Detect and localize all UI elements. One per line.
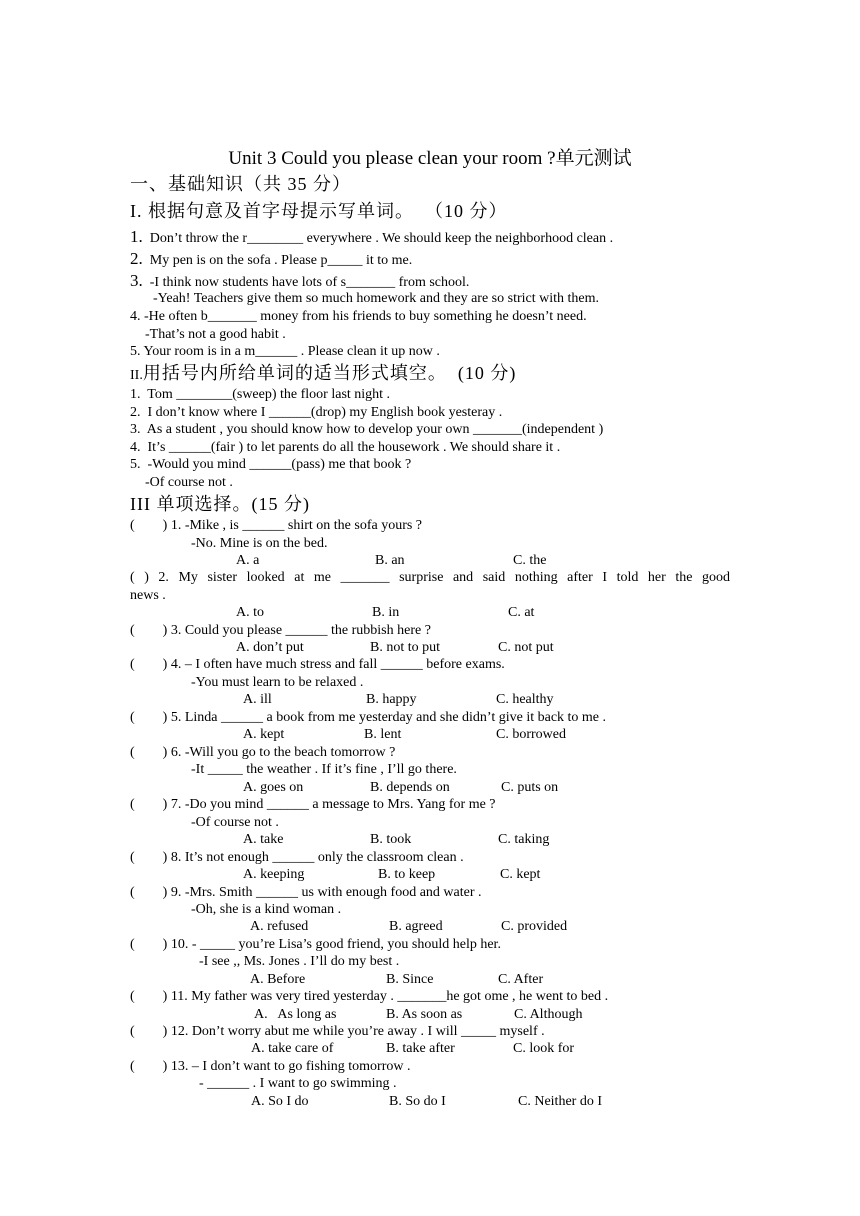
mc-9-option-c: C. provided: [501, 919, 568, 934]
section-ii-heading: [130, 362, 516, 387]
mc-question-13: ( ) 13. – I don’t want to go fishing tomorrow .: [130, 1059, 411, 1074]
fill-item-4: 4. It’s ______(fair ) to let parents do all the housework . We should share it .: [130, 440, 561, 455]
mc-question-2-cont: news .: [130, 588, 166, 603]
question-number: 3.: [130, 271, 143, 290]
mc-question-6: ( ) 6. -Will you go to the beach tomorrow ?: [130, 745, 396, 760]
mc-11-option-b: B. As soon as: [386, 1007, 463, 1022]
mc-question-9: ( ) 9. -Mrs. Smith ______ us with enough food and water .: [130, 885, 482, 900]
mc-10-option-a: A. Before: [250, 972, 306, 987]
mc-question-1: ( ) 1. -Mike , is ______ shirt on the sofa yours ?: [130, 518, 423, 533]
mc-4-option-a: A. ill: [243, 692, 272, 707]
mc-question-10-line2: -I see ,, Ms. Jones . I’ll do my best .: [199, 954, 400, 969]
page-title: Unit 3 Could you please clean your room ?单元测试: [228, 148, 632, 169]
section-iii-heading: III 单项选择。(15 分): [130, 494, 310, 514]
question-2: [130, 250, 412, 269]
mc-4-option-b: B. happy: [366, 692, 417, 707]
mc-10-option-b: B. Since: [386, 972, 434, 987]
mc-12-option-a: A. take care of: [251, 1041, 334, 1056]
mc-question-6-line2: -It _____ the weather . If it’s fine , I’ll go there.: [191, 762, 457, 777]
question-3-reply: -Yeah! Teachers give them so much homework and they are so strict with them.: [153, 291, 600, 306]
mc-11-option-a: A. As long as: [254, 1007, 337, 1022]
mc-12-option-b: B. take after: [386, 1041, 455, 1056]
fill-item-2: 2. I don’t know where I ______(drop) my English book yesteray .: [130, 405, 503, 420]
fill-item-5: 5. -Would you mind ______(pass) me that book ?: [130, 457, 412, 472]
question-4: 4. -He often b_______ money from his friends to buy something he doesn’t need.: [130, 309, 587, 324]
mc-4-option-c: C. healthy: [496, 692, 554, 707]
mc-question-12: ( ) 12. Don’t worry abut me while you’re away . I will _____ myself .: [130, 1024, 545, 1039]
question-1: [130, 228, 613, 247]
mc-5-option-b: B. lent: [364, 727, 402, 742]
mc-7-option-c: C. taking: [498, 832, 550, 847]
mc-question-1-line2: -No. Mine is on the bed.: [191, 536, 328, 551]
mc-7-option-a: A. take: [243, 832, 284, 847]
mc-6-option-b: B. depends on: [370, 780, 450, 795]
mc-question-10: ( ) 10. - _____ you’re Lisa’s good friend, you should help her.: [130, 937, 501, 952]
fill-item-3: 3. As a student , you should know how to develop your own _______(independent ): [130, 422, 604, 437]
mc-13-option-a: A. So I do: [251, 1094, 309, 1109]
mc-12-option-c: C. look for: [513, 1041, 575, 1056]
mc-8-option-a: A. keeping: [243, 867, 305, 882]
mc-8-option-c: C. kept: [500, 867, 541, 882]
mc-9-option-a: A. refused: [250, 919, 309, 934]
mc-8-option-b: B. to keep: [378, 867, 436, 882]
mc-6-option-c: C. puts on: [501, 780, 559, 795]
mc-question-7: ( ) 7. -Do you mind ______ a message to Mrs. Yang for me ?: [130, 797, 496, 812]
mc-10-option-c: C. After: [498, 972, 544, 987]
mc-3-option-b: B. not to put: [370, 640, 441, 655]
mc-question-13-line2: - ______ . I want to go swimming .: [199, 1076, 397, 1091]
mc-2-option-b: B. in: [372, 605, 400, 620]
question-3: [130, 272, 469, 291]
mc-question-5: ( ) 5. Linda ______ a book from me yesterday and she didn’t give it back to me .: [130, 710, 607, 725]
mc-question-2: ( ) 2. My sister looked at me _______ surprise and said nothing after I told her the good: [130, 570, 730, 585]
mc-question-7-line2: -Of course not .: [191, 815, 279, 830]
mc-9-option-b: B. agreed: [389, 919, 443, 934]
mc-2-option-c: C. at: [508, 605, 535, 620]
mc-3-option-c: C. not put: [498, 640, 554, 655]
mc-13-option-c: C. Neither do I: [518, 1094, 602, 1109]
mc-question-4-line2: -You must learn to be relaxed .: [191, 675, 364, 690]
question-number: 1.: [130, 227, 143, 246]
question-4-reply: -That’s not a good habit .: [145, 327, 286, 342]
mc-7-option-b: B. took: [370, 832, 412, 847]
mc-5-option-a: A. kept: [243, 727, 285, 742]
mc-3-option-a: A. don’t put: [236, 640, 304, 655]
mc-5-option-c: C. borrowed: [496, 727, 566, 742]
mc-question-11: ( ) 11. My father was very tired yesterday . _______he got ome , he went to bed .: [130, 989, 609, 1004]
mc-question-4: ( ) 4. – I often have much stress and fall ______ before exams.: [130, 657, 505, 672]
question-text: Don’t throw the r________ everywhere . We should keep the neighborhood clean .: [149, 231, 614, 246]
mc-question-8: ( ) 8. It’s not enough ______ only the classroom clean .: [130, 850, 464, 865]
section-ii-prefix: II.: [130, 368, 143, 383]
mc-1-option-b: B. an: [375, 553, 405, 568]
part1-heading: 一、基础知识（共 35 分）: [130, 174, 351, 194]
mc-question-3: ( ) 3. Could you please ______ the rubbish here ?: [130, 623, 431, 638]
mc-1-option-c: C. the: [513, 553, 547, 568]
section-i-heading: I. 根据句意及首字母提示写单词。 （10 分）: [130, 201, 508, 221]
fill-item-5-reply: -Of course not .: [145, 475, 233, 490]
mc-question-9-line2: -Oh, she is a kind woman .: [191, 902, 342, 917]
mc-13-option-b: B. So do I: [389, 1094, 446, 1109]
question-number: 2.: [130, 249, 143, 268]
mc-11-option-c: C. Although: [514, 1007, 583, 1022]
mc-6-option-a: A. goes on: [243, 780, 304, 795]
section-ii-title: 用括号内所给单词的适当形式填空。 (10 分): [142, 363, 517, 383]
mc-1-option-a: A. a: [236, 553, 260, 568]
question-text: -I think now students have lots of s_______ from school.: [149, 275, 470, 290]
fill-item-1: 1. Tom ________(sweep) the floor last night .: [130, 387, 391, 402]
mc-2-option-a: A. to: [236, 605, 264, 620]
question-5: 5. Your room is in a m______ . Please clean it up now .: [130, 344, 440, 359]
question-text: My pen is on the sofa . Please p_____ it to me.: [149, 253, 413, 268]
